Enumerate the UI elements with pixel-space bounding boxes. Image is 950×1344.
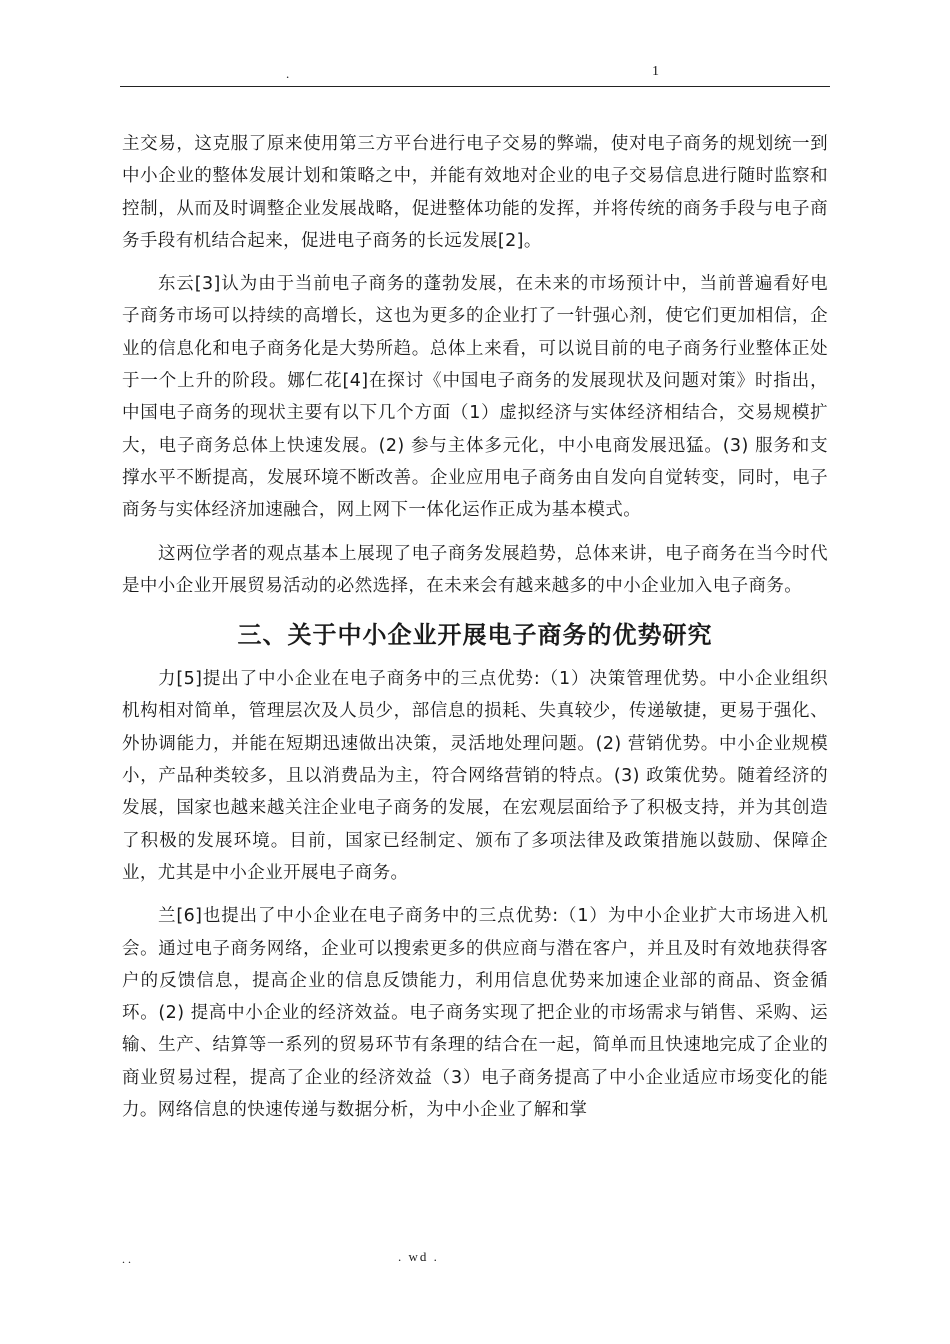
paragraph-continuation: 主交易，这克服了原来使用第三方平台进行电子交易的弊端，使对电子商务的规划统一到中小企业的整体发展计划和策略之中，并能有效地对企业的电子交易信息进行随时监察和控制，从而及时调整企业发展战略，促进整体功能的发挥，并将传统的商务手段与电子商务手段有机结合起来，促进电子商务的长远发展[2]。 <box>122 134 828 251</box>
section-heading: 三、关于中小企业开展电子商务的优势研究 <box>237 621 713 650</box>
paragraph-dongyun-review: 东云[3]认为由于当前电子商务的蓬勃发展，在未来的市场预计中，当前普遍看好电子商务市场可以持续的高增长，这也为更多的企业打了一针强心剂，使它们更加相信，企业的信息化和电子商务化是大势所趋。总体上来看，可以说目前的电子商务行业整体正处于一个上升的阶段。娜仁花[4]在探讨《中国电子商务的发展现状及问题对策》时指出，中国电子商务的现状主要有以下几个方面（1）虚拟经济与实体经济相结合，交易规模扩大，电子商务总体上快速发展。(2) 参与主体多元化，中小电商发展迅猛。(3) 服务和支撑水平不断提高，发展环境不断改善。企业应用电子商务由自发向自觉转变，同时，电子商务与实体经济加速融合，网上网下一体化运作正成为基本模式。 <box>122 274 828 521</box>
header-mark: . <box>286 66 290 81</box>
document-body <box>122 128 828 1126</box>
footer-mark: .. <box>122 1252 134 1266</box>
footer-text: . wd . <box>398 1249 439 1264</box>
paragraph-summary: 这两位学者的观点基本上展现了电子商务发展趋势，总体来讲，电子商务在当今时代是中小企业开展贸易活动的必然选择，在未来会有越来越多的中小企业加入电子商务。 <box>122 543 828 596</box>
paragraph-advantages-lan: 兰[6]也提出了中小企业在电子商务中的三点优势:（1）为中小企业扩大市场进入机会。通过电子商务网络，企业可以搜索更多的供应商与潜在客户，并且及时有效地获得客户的反馈信息，提高企业的信息反馈能力，利用信息优势来加速企业部的商品、资金循环。(2) 提高中小企业的经济效益。电子商务实现了把企业的市场需求与销售、采购、运输、生产、结算等一系列的贸易环节有条理的结合在一起，简单而且快速地完成了企业的商业贸易过程，提高了企业的经济效益（3）电子商务提高了中小企业适应市场变化的能力。网络信息的快速传递与数据分析，为中小企业了解和掌 <box>122 906 828 1121</box>
header-divider <box>120 86 830 87</box>
paragraph-advantages-li: 力[5]提出了中小企业在电子商务中的三点优势:（1）决策管理优势。中小企业组织机构相对简单，管理层次及人员少，部信息的损耗、失真较少，传递敏捷，更易于强化、外协调能力，并能在短期迅速做出决策，灵活地处理问题。(2) 营销优势。中小企业规模小，产品种类较多，且以消费品为主，符合网络营销的特点。(3) 政策优势。随着经济的发展，国家也越来越关注企业电子商务的发展，在宏观层面给予了积极支持，并为其创造了积极的发展环境。目前，国家已经制定、颁布了多项法律及政策措施以鼓励、保障企业，尤其是中小企业开展电子商务。 <box>122 669 828 883</box>
page-number: 1 <box>652 64 659 79</box>
